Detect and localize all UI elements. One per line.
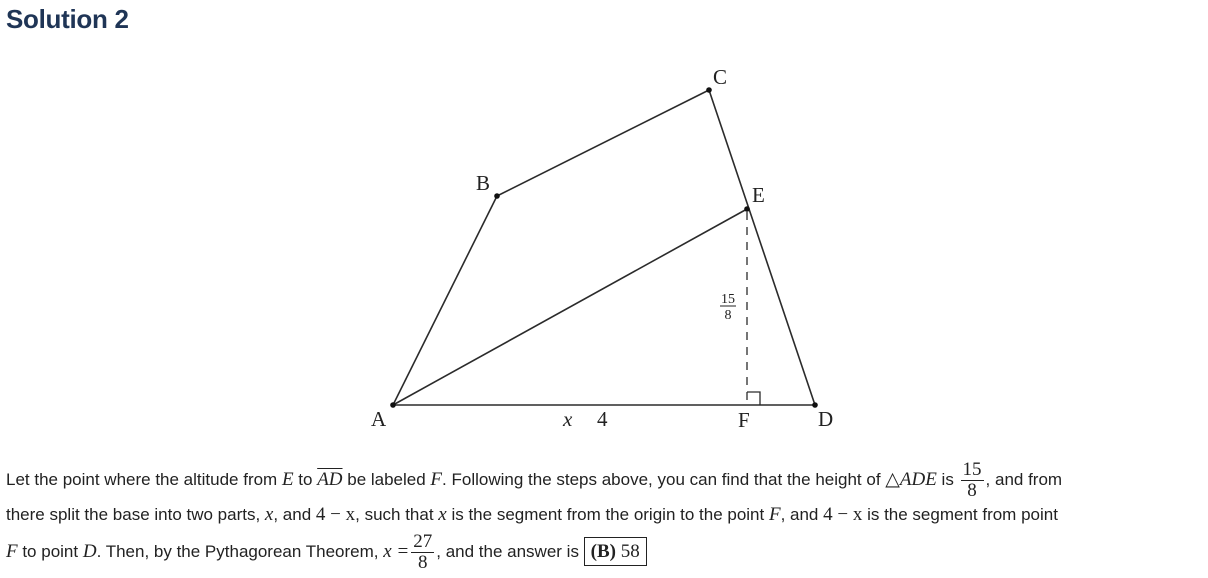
label-b: B xyxy=(476,171,491,195)
answer-value: 58 xyxy=(620,541,640,562)
paragraph-line-2: there split the base into two parts, x, and 4 − x, such that x is the segment from the origin to the point F, and 4 − x is the segment from point xyxy=(6,504,1058,525)
math-x: x xyxy=(438,504,447,525)
height-numerator: 15 xyxy=(721,292,735,307)
math-4-minus-x: 4 − x xyxy=(823,504,863,525)
point-b xyxy=(494,193,500,199)
label-f: F xyxy=(738,408,750,432)
math-fraction-15-8: $\frac{15}{8}$ xyxy=(962,459,982,502)
math-triangle-ade: △ADE xyxy=(885,469,937,490)
paragraph-line-3: F to point D. Then, by the Pythagorean Theorem, x = $\frac{27}{8}$ , and the answer is (B) 58 xyxy=(6,526,1206,578)
paragraph-line-1: Let the point where the altitude from E to $\overline{AD}$ be labeled F. Following the steps above, you can find that the height of △ADE is $\frac{15}{8}$ , and from xyxy=(6,459,1063,502)
height-denominator: 8 xyxy=(724,308,732,323)
point-a xyxy=(390,402,396,408)
label-d: D xyxy=(818,407,834,431)
label-e: E xyxy=(752,183,765,207)
answer-box xyxy=(584,537,647,566)
height-fraction xyxy=(720,292,736,323)
segment-cd xyxy=(709,90,815,405)
point-d xyxy=(812,402,818,408)
answer-choice: (B) xyxy=(590,541,616,562)
point-c xyxy=(706,87,712,93)
segment-ae xyxy=(393,209,747,405)
label-c: C xyxy=(713,65,728,89)
label-four: 4 xyxy=(597,407,608,431)
solution-heading: Solution 2 xyxy=(6,4,129,34)
math-4-minus-x: 4 − x xyxy=(315,504,356,525)
math-ad-overline: $\overline{AD}$ xyxy=(317,469,343,490)
segment-bc xyxy=(497,90,709,196)
math-fraction-27-8: $\frac{27}{8}$ xyxy=(413,531,433,574)
math-x: x xyxy=(264,504,274,525)
math-d: D xyxy=(82,541,97,562)
right-angle-marker xyxy=(747,392,760,405)
label-a: A xyxy=(371,407,387,431)
math-f: F xyxy=(6,541,18,562)
segment-ab xyxy=(393,196,497,405)
math-f: F xyxy=(430,469,443,490)
point-e xyxy=(744,206,750,212)
math-f: F xyxy=(768,504,781,525)
math-x-equals: x = xyxy=(383,541,410,562)
label-x: x xyxy=(563,407,573,431)
math-e: E xyxy=(281,469,294,490)
